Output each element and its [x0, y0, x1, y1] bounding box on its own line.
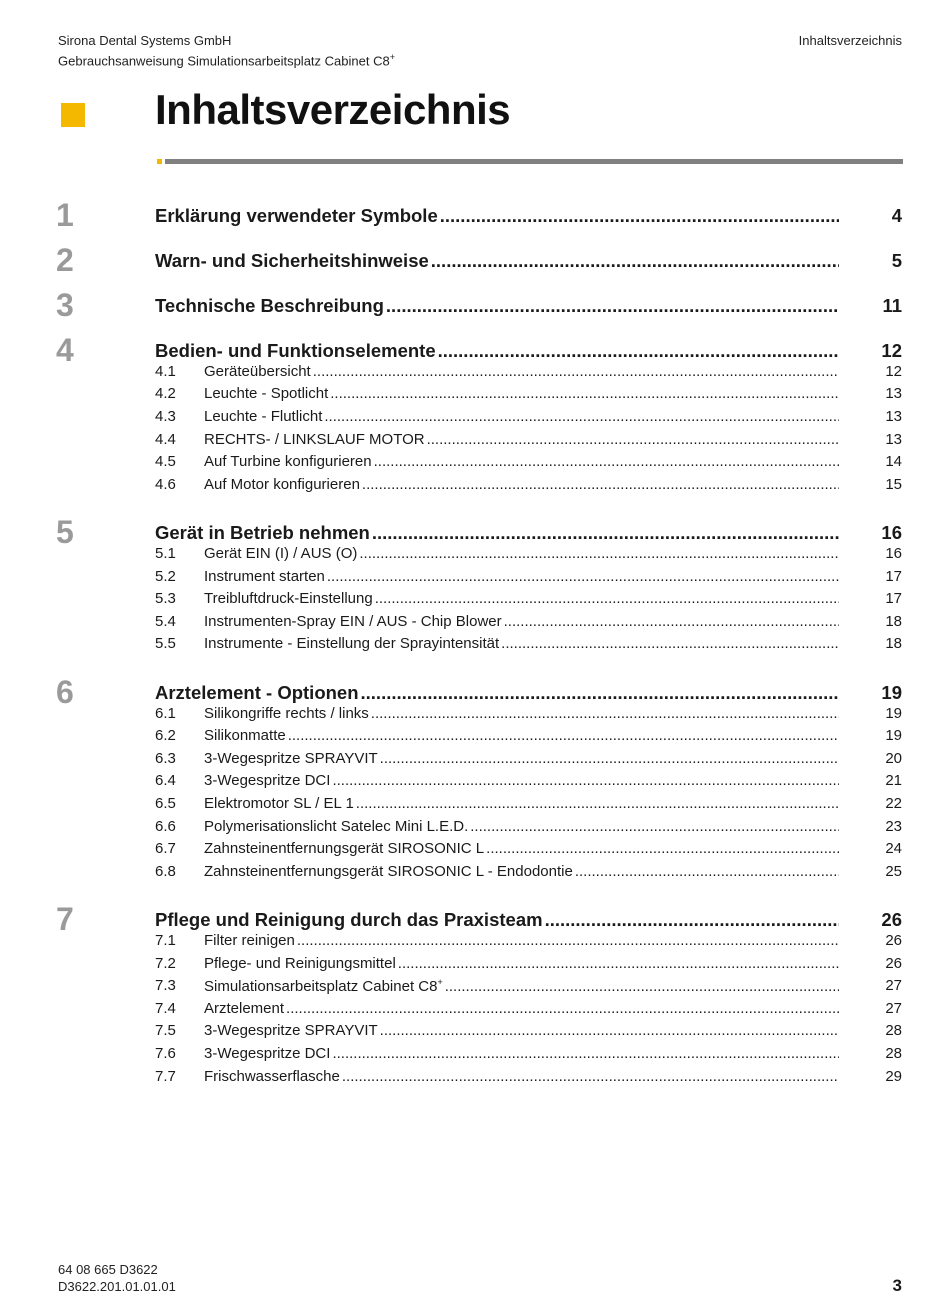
toc-section-entry[interactable] — [0, 863, 950, 886]
chapter-page-number: 26 — [881, 909, 902, 931]
section-page-number: 27 — [885, 977, 902, 995]
toc-section-entry[interactable] — [0, 1022, 950, 1045]
section-title — [204, 635, 499, 652]
section-entry-line — [204, 863, 839, 880]
dot-leader — [438, 340, 839, 362]
section-title-text: 3-Wegespritze DCI — [204, 1044, 331, 1062]
running-header-left — [58, 32, 395, 69]
dot-leader — [330, 385, 839, 402]
toc-section-entry[interactable] — [0, 453, 950, 476]
toc-section-entry[interactable] — [0, 590, 950, 613]
section-entry-line — [204, 568, 839, 585]
section-number: 6.5 — [155, 794, 176, 812]
toc-section-entry[interactable] — [0, 818, 950, 841]
toc-section-entry[interactable] — [0, 635, 950, 658]
section-entry-line — [204, 772, 839, 789]
section-page-number: 24 — [885, 840, 902, 858]
section-title-text: Geräteübersicht — [204, 362, 311, 380]
section-title-text: Filter reinigen — [204, 931, 295, 949]
chapter-page-number: 11 — [882, 295, 902, 317]
dot-leader — [545, 909, 839, 931]
section-entry-line — [204, 932, 839, 949]
section-number: 7.7 — [155, 1067, 176, 1085]
chapter-page-number: 19 — [881, 682, 902, 703]
section-page-number: 19 — [885, 704, 902, 722]
section-title-text: Gerät EIN (I) / AUS (O) — [204, 545, 358, 563]
section-entry-line — [204, 977, 839, 995]
toc-section-entry[interactable] — [0, 545, 950, 568]
section-entry-line — [204, 613, 839, 630]
toc-section-entry[interactable] — [0, 1045, 950, 1068]
section-title — [204, 476, 360, 493]
toc-chapter-entry[interactable] — [0, 205, 950, 228]
section-title-text: 3-Wegespritze SPRAYVIT — [204, 749, 378, 767]
dot-leader — [324, 408, 839, 425]
toc-section-entry[interactable] — [0, 750, 950, 773]
toc-chapter — [0, 242, 950, 279]
dot-leader — [375, 590, 839, 607]
section-page-number: 28 — [885, 1044, 902, 1062]
dot-leader — [332, 1045, 839, 1062]
section-title-text: Polymerisationslicht Satelec Mini L.E.D. — [204, 817, 469, 835]
section-title — [204, 385, 328, 402]
section-title — [204, 863, 573, 880]
dot-leader — [297, 932, 839, 949]
toc-chapter-entry[interactable] — [0, 682, 950, 705]
company-name: Sirona Dental Systems GmbH — [58, 33, 232, 48]
chapter-entry-line — [155, 295, 839, 317]
section-title-text: 3-Wegespritze DCI — [204, 772, 331, 790]
chapter-number: 2 — [56, 242, 74, 279]
toc-chapter-entry[interactable] — [0, 295, 950, 318]
section-entry-line — [204, 1045, 839, 1062]
dot-leader — [445, 978, 839, 995]
section-title — [204, 705, 369, 722]
chapter-number: 6 — [56, 674, 74, 710]
section-page-number: 20 — [885, 749, 902, 767]
section-title-text: Pflege- und Reinigungsmittel — [204, 954, 396, 972]
dot-leader — [386, 295, 839, 317]
toc-section-entry[interactable] — [0, 1068, 950, 1091]
section-title — [204, 1022, 378, 1039]
dot-leader — [288, 727, 839, 744]
dot-leader — [501, 635, 839, 652]
section-entry-line — [204, 453, 839, 470]
section-title — [204, 431, 425, 448]
chapter-page-number: 12 — [881, 340, 902, 362]
section-number: 6.3 — [155, 749, 176, 767]
dot-leader — [371, 705, 839, 722]
section-entry-line — [204, 705, 839, 722]
title-rule-accent — [157, 159, 162, 164]
section-title-text: Treibluftdruck-Einstellung — [204, 590, 373, 608]
section-title — [204, 1000, 284, 1017]
section-number: 4.4 — [155, 430, 176, 448]
chapter-title: Gerät in Betrieb nehmen — [155, 522, 370, 544]
toc-section-entry[interactable] — [0, 363, 950, 386]
section-title-text: 3-Wegespritze SPRAYVIT — [204, 1022, 378, 1040]
chapter-title: Technische Beschreibung — [155, 295, 384, 317]
section-page-number: 26 — [885, 954, 902, 972]
dot-leader — [362, 476, 839, 493]
section-title-text: Silikonmatte — [204, 727, 286, 745]
section-page-number: 19 — [885, 727, 902, 745]
section-entry-line — [204, 363, 839, 380]
toc-section-entry[interactable] — [0, 727, 950, 750]
toc-chapter-entry[interactable] — [0, 340, 950, 363]
section-page-number: 13 — [885, 408, 902, 426]
section-entry-line — [204, 408, 839, 425]
section-page-number: 13 — [885, 430, 902, 448]
section-number: 6.7 — [155, 840, 176, 858]
toc-section-entry[interactable] — [0, 955, 950, 978]
section-page-number: 17 — [885, 567, 902, 585]
section-title — [204, 977, 443, 995]
toc-section-entry[interactable] — [0, 705, 950, 728]
chapter-number: 3 — [56, 287, 74, 324]
chapter-entry-line — [155, 250, 839, 272]
section-number: 6.1 — [155, 704, 176, 722]
dot-leader — [332, 772, 839, 789]
dot-leader — [372, 522, 839, 544]
dot-leader — [342, 1068, 839, 1085]
section-title — [204, 772, 330, 789]
toc-section-entry[interactable] — [0, 568, 950, 591]
toc-chapter-entry[interactable] — [0, 909, 950, 932]
section-title — [204, 955, 396, 972]
dot-leader — [431, 250, 839, 272]
chapter-number: 7 — [56, 901, 74, 938]
toc-chapter — [0, 901, 950, 1090]
section-number: 4.2 — [155, 385, 176, 403]
dot-leader — [327, 568, 839, 585]
section-entry-line — [204, 1068, 839, 1085]
section-number: 6.8 — [155, 862, 176, 880]
section-page-number: 13 — [885, 385, 902, 403]
section-title — [204, 568, 325, 585]
toc-section-entry[interactable] — [0, 795, 950, 818]
section-title-text: Simulationsarbeitsplatz Cabinet C8 — [204, 978, 438, 996]
section-title-text: Instrumente - Einstellung der Sprayintensität — [204, 635, 500, 653]
section-title — [204, 795, 354, 812]
section-title — [204, 750, 378, 767]
chapter-entry-line — [155, 340, 839, 362]
toc-section-entry[interactable] — [0, 408, 950, 431]
section-entry-line — [204, 840, 839, 857]
section-number: 6.6 — [155, 817, 176, 835]
section-title — [204, 453, 372, 470]
section-title — [204, 545, 357, 562]
section-number: 6.2 — [155, 727, 176, 745]
section-entry-line — [204, 727, 839, 744]
section-number: 5.3 — [155, 590, 176, 608]
section-number: 7.5 — [155, 1022, 176, 1040]
section-marker-square — [61, 103, 85, 127]
chapter-title: Pflege und Reinigung durch das Praxisteam — [155, 909, 543, 931]
section-number: 4.6 — [155, 475, 176, 493]
section-title-text: Zahnsteinentfernungsgerät SIROSONIC L — [204, 840, 485, 858]
chapter-number: 4 — [56, 332, 74, 369]
chapter-title: Arztelement - Optionen — [155, 682, 359, 703]
section-title-text: Leuchte - Spotlicht — [204, 385, 329, 403]
dot-leader — [286, 1000, 839, 1017]
page-title: Inhaltsverzeichnis — [155, 86, 511, 133]
dot-leader — [504, 613, 839, 630]
document-code: D3622.201.01.01.01 — [58, 1279, 176, 1294]
section-title — [204, 408, 322, 425]
section-entry-line — [204, 590, 839, 607]
section-title-text: Auf Motor konfigurieren — [204, 475, 360, 493]
dot-leader — [470, 818, 839, 835]
manual-title-text: Gebrauchsanweisung Simulationsarbeitsplatz Cabinet C8 — [58, 53, 390, 69]
section-entry-line — [204, 385, 839, 402]
section-entry-line — [204, 955, 839, 972]
section-title — [204, 1068, 340, 1085]
section-title — [204, 363, 311, 380]
section-title — [204, 840, 484, 857]
toc-chapter — [0, 514, 950, 658]
chapter-number: 5 — [56, 514, 74, 551]
section-page-number: 22 — [885, 794, 902, 812]
toc-chapter — [0, 674, 950, 885]
section-entry-line — [204, 750, 839, 767]
dot-leader — [356, 795, 839, 812]
toc-chapter-entry[interactable] — [0, 250, 950, 273]
toc-chapter — [0, 287, 950, 324]
section-title-text: Leuchte - Flutlicht — [204, 408, 323, 426]
toc-section-entry[interactable] — [0, 1000, 950, 1023]
section-title — [204, 613, 502, 630]
page-number: 3 — [892, 1276, 902, 1295]
document-footer — [58, 1261, 176, 1295]
chapter-entry-line — [155, 909, 839, 931]
chapter-title: Bedien- und Funktionselemente — [155, 340, 436, 362]
section-number: 4.5 — [155, 453, 176, 471]
section-number: 7.1 — [155, 931, 176, 949]
section-title-text: Zahnsteinentfernungsgerät SIROSONIC L - Endodontie — [204, 862, 573, 880]
dot-leader — [440, 205, 839, 227]
section-title-superscript: + — [437, 977, 443, 988]
section-page-number: 27 — [885, 999, 902, 1017]
manual-title — [58, 49, 395, 69]
section-title — [204, 818, 468, 835]
section-number: 7.2 — [155, 954, 176, 972]
section-page-number: 29 — [885, 1067, 902, 1085]
section-title-text: Arztelement — [204, 999, 285, 1017]
section-title — [204, 727, 286, 744]
section-title-text: Instrument starten — [204, 567, 325, 585]
section-entry-line — [204, 818, 839, 835]
section-number: 4.1 — [155, 362, 176, 380]
dot-leader — [575, 863, 839, 880]
section-entry-line — [204, 795, 839, 812]
dot-leader — [374, 453, 839, 470]
section-page-number: 23 — [885, 817, 902, 835]
toc-section-entry[interactable] — [0, 476, 950, 499]
section-number: 6.4 — [155, 772, 176, 790]
manual-title-superscript: + — [389, 52, 395, 62]
section-page-number: 12 — [885, 362, 902, 380]
section-number: 7.6 — [155, 1044, 176, 1062]
section-page-number: 16 — [885, 545, 902, 563]
toc-chapter — [0, 332, 950, 498]
chapter-number: 1 — [56, 197, 74, 233]
chapter-page-number: 5 — [891, 250, 902, 272]
toc-section-entry[interactable] — [0, 613, 950, 636]
section-page-number: 21 — [885, 772, 902, 790]
section-entry-line — [204, 1022, 839, 1039]
dot-leader — [359, 545, 839, 562]
section-title — [204, 1045, 330, 1062]
dot-leader — [380, 1022, 839, 1039]
dot-leader — [361, 682, 839, 704]
section-page-number: 25 — [885, 862, 902, 880]
chapter-entry-line — [155, 682, 839, 704]
section-page-number: 14 — [885, 453, 902, 471]
section-page-number: 15 — [885, 475, 902, 493]
section-page-number: 18 — [885, 635, 902, 653]
toc-chapter-entry[interactable] — [0, 522, 950, 545]
document-number: 64 08 665 D3622 — [58, 1262, 158, 1277]
chapter-entry-line — [155, 205, 839, 227]
section-page-number: 28 — [885, 1022, 902, 1040]
dot-leader — [380, 750, 839, 767]
section-number: 5.4 — [155, 612, 176, 630]
section-title — [204, 932, 295, 949]
section-number: 4.3 — [155, 408, 176, 426]
chapter-title: Warn- und Sicherheitshinweise — [155, 250, 429, 272]
section-title-text: Auf Turbine konfigurieren — [204, 453, 372, 471]
title-rule — [165, 159, 903, 164]
toc-section-entry[interactable] — [0, 431, 950, 454]
toc-chapter — [0, 197, 950, 233]
dot-leader — [427, 431, 839, 448]
section-title — [204, 590, 373, 607]
toc-section-entry[interactable] — [0, 932, 950, 955]
section-page-number: 17 — [885, 590, 902, 608]
section-entry-line — [204, 476, 839, 493]
section-title-text: Frischwasserflasche — [204, 1067, 340, 1085]
chapter-page-number: 16 — [881, 522, 902, 544]
toc-section-entry[interactable] — [0, 385, 950, 408]
dot-leader — [398, 955, 839, 972]
section-number: 5.5 — [155, 635, 176, 653]
section-number: 7.3 — [155, 977, 176, 995]
section-entry-line — [204, 1000, 839, 1017]
toc-section-entry[interactable] — [0, 772, 950, 795]
section-title-text: Elektromotor SL / EL 1 — [204, 794, 354, 812]
section-title-text: RECHTS- / LINKSLAUF MOTOR — [204, 430, 425, 448]
section-title-text: Instrumenten-Spray EIN / AUS - Chip Blower — [204, 612, 502, 630]
section-number: 7.4 — [155, 999, 176, 1017]
section-title-text: Silikongriffe rechts / links — [204, 704, 369, 722]
section-entry-line — [204, 431, 839, 448]
toc-section-entry[interactable] — [0, 840, 950, 863]
table-of-contents — [0, 197, 950, 1114]
section-entry-line — [204, 545, 839, 562]
section-entry-line — [204, 635, 839, 652]
section-page-number: 26 — [885, 931, 902, 949]
dot-leader — [486, 840, 839, 857]
section-page-number: 18 — [885, 612, 902, 630]
running-header-section: Inhaltsverzeichnis — [798, 33, 902, 48]
chapter-title: Erklärung verwendeter Symbole — [155, 205, 438, 226]
dot-leader — [313, 363, 839, 380]
toc-section-entry[interactable] — [0, 977, 950, 1000]
section-number: 5.1 — [155, 545, 176, 563]
chapter-page-number: 4 — [891, 205, 902, 226]
chapter-entry-line — [155, 522, 839, 544]
section-number: 5.2 — [155, 567, 176, 585]
